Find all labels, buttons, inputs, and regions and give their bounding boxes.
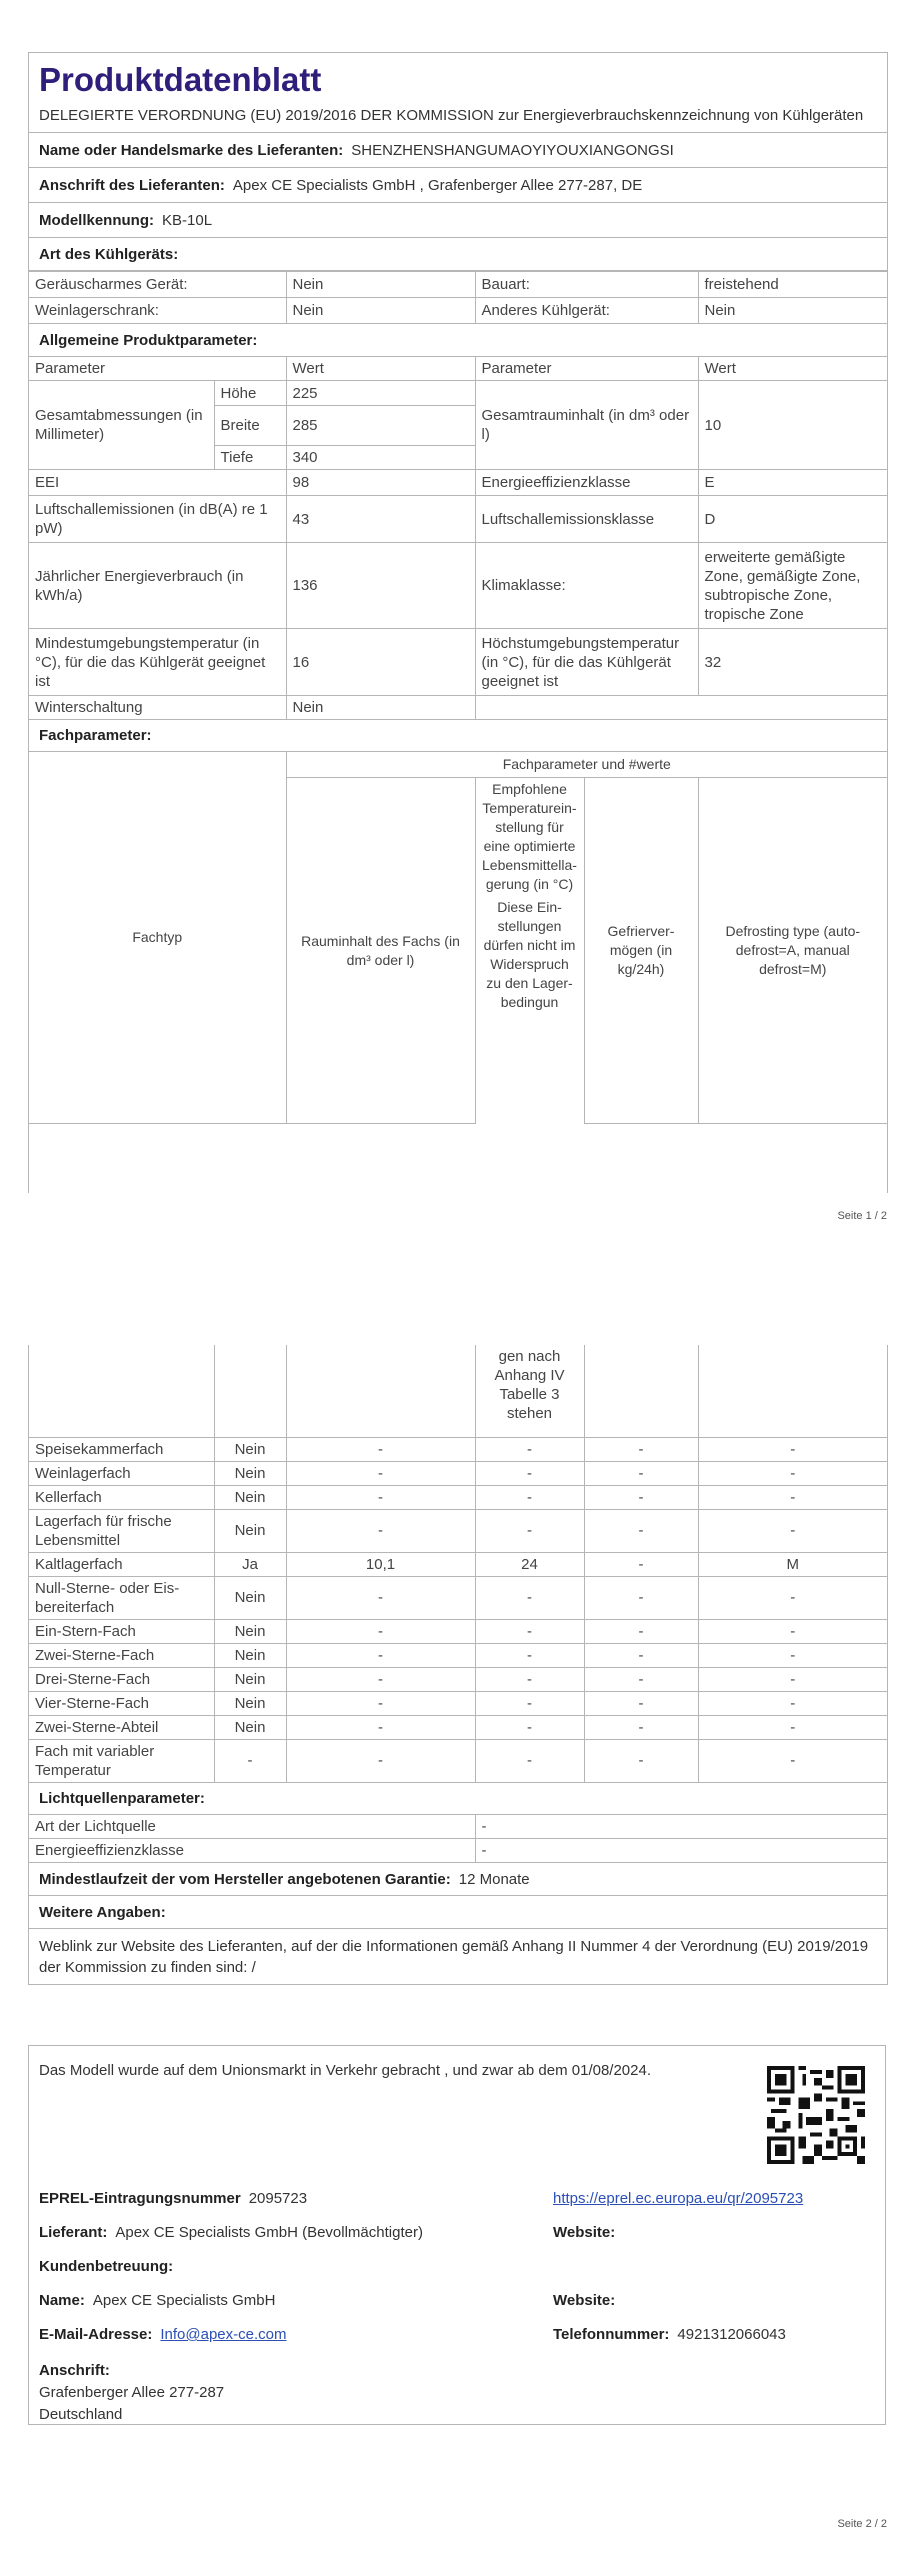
light-row <box>29 1815 887 1839</box>
website-label: Website: <box>553 2292 616 2309</box>
warranty-value: 12 Monate <box>458 1870 530 1888</box>
market-text: Das Modell wurde auf dem Unionsmarkt in Verkehr gebracht , und zwar ab dem 01/08/2024. <box>39 2062 651 2079</box>
weblink-row <box>29 1929 887 1984</box>
header-parameter: Parameter <box>29 357 286 381</box>
table-row <box>29 1461 887 1485</box>
market-info-box <box>28 2045 886 2425</box>
param-label: Luftschallemissionen (in dB(A) re 1 pW) <box>29 496 286 543</box>
param-value: E <box>698 470 887 496</box>
compartment-presence: Nein <box>214 1485 286 1509</box>
header-volume: Rauminhalt des Fachs (in dm³ oder l) <box>286 778 475 1124</box>
name-label: Name: <box>39 2292 85 2309</box>
compartment-volume: - <box>286 1739 475 1782</box>
general-params-table <box>29 356 887 720</box>
phone-field <box>553 2326 786 2343</box>
compartment-name: Ein-Stern-Fach <box>29 1619 214 1643</box>
compartment-defrost: - <box>698 1437 887 1461</box>
compartment-header-continued <box>29 1345 887 1437</box>
param-label: Mindestumgebungstemperatur (in °C), für die das Kühlgerät geeignet ist <box>29 629 286 696</box>
dims-row <box>29 381 887 406</box>
table-header-row <box>29 357 887 381</box>
empty-cell <box>584 1345 698 1437</box>
qr-code-icon[interactable] <box>767 2066 865 2164</box>
compartment-defrost: - <box>698 1643 887 1667</box>
lieferant-field <box>39 2224 423 2241</box>
kundenbetreuung-field <box>39 2258 181 2275</box>
light-value: - <box>475 1839 887 1863</box>
website-field <box>553 2224 623 2241</box>
winter-row <box>29 696 887 720</box>
type-value: freistehend <box>698 272 887 298</box>
compartment-defrost: - <box>698 1485 887 1509</box>
compartment-presence: Nein <box>214 1619 286 1643</box>
empty-cell <box>214 1345 286 1437</box>
name-value: Apex CE Specialists GmbH <box>92 2292 276 2309</box>
light-section-heading: Lichtquellenparameter: <box>39 1789 205 1807</box>
email-link[interactable]: Info@apex-ce.com <box>160 2326 287 2343</box>
type-label: Anderes Kühlgerät: <box>475 298 698 324</box>
compartment-volume: - <box>286 1437 475 1461</box>
param-value: 98 <box>286 470 475 496</box>
general-section-heading: Allgemeine Produktparameter: <box>39 331 258 349</box>
compartment-name: Kaltlagerfach <box>29 1552 214 1576</box>
table-row <box>29 1437 887 1461</box>
type-section-row <box>29 238 887 271</box>
website-label: Website: <box>553 2224 616 2241</box>
header-temperature <box>475 778 584 1124</box>
compartment-name: Fach mit variabler Temperatur <box>29 1739 214 1782</box>
header-defrost: Defrosting type (auto-defrost=A, manual defrost=M) <box>698 778 887 1124</box>
light-value: - <box>475 1815 887 1839</box>
light-key: Art der Lichtquelle <box>29 1815 475 1839</box>
email-field <box>39 2326 287 2343</box>
compartment-freeze: - <box>584 1576 698 1619</box>
compartment-freeze: - <box>584 1691 698 1715</box>
compartment-name: Speisekammerfach <box>29 1437 214 1461</box>
compartment-header-table <box>29 751 887 1124</box>
table-row <box>29 1509 887 1552</box>
compartment-name: Kellerfach <box>29 1485 214 1509</box>
light-row <box>29 1839 887 1863</box>
compartment-presence: - <box>214 1739 286 1782</box>
table-row <box>29 1552 887 1576</box>
kundenbetreuung-label: Kundenbetreuung: <box>39 2258 174 2275</box>
compartment-defrost: - <box>698 1667 887 1691</box>
compartment-volume: - <box>286 1643 475 1667</box>
table-row <box>29 1739 887 1782</box>
type-label: Bauart: <box>475 272 698 298</box>
email-label: E-Mail-Adresse: <box>39 2326 153 2343</box>
type-label: Weinlagerschrank: <box>29 298 286 324</box>
supplier-name-row <box>29 133 887 168</box>
param-value: erweiterte gemäßigte Zone, gemäßigte Zone, subtropische Zone, tropische Zone <box>698 543 887 629</box>
type-label: Geräuscharmes Gerät: <box>29 272 286 298</box>
supplier-address-row <box>29 168 887 203</box>
table-row <box>29 1485 887 1509</box>
compartment-defrost: - <box>698 1619 887 1643</box>
param-value: 16 <box>286 629 475 696</box>
volume-label: Gesamtrauminhalt (in dm³ oder l) <box>475 381 698 470</box>
param-label: Höchstumgebungstemperatur (in °C), für die das Kühlgerät geeignet ist <box>475 629 698 696</box>
datasheet-page-1 <box>28 52 888 1193</box>
table-row <box>29 1643 887 1667</box>
compartment-volume: - <box>286 1461 475 1485</box>
param-row <box>29 629 887 696</box>
anschrift-line: Grafenberger Allee 277-287 <box>39 2384 225 2401</box>
compartment-freeze: - <box>584 1509 698 1552</box>
datasheet-page-2 <box>28 1345 888 1985</box>
compartment-defrost: - <box>698 1715 887 1739</box>
regulation-subtitle: DELEGIERTE VERORDNUNG (EU) 2019/2016 DER KOMMISSION zur Energieverbrauchskennzeichnung von Kühlgeräten <box>29 103 887 133</box>
light-table <box>29 1815 887 1864</box>
compartment-name: Zwei-Sterne-Abteil <box>29 1715 214 1739</box>
compartment-temperature: - <box>475 1461 584 1485</box>
header-parameter: Parameter <box>475 357 698 381</box>
table-row <box>29 1691 887 1715</box>
compartment-name: Null-Sterne- oder Eisbereiterfach <box>29 1576 214 1619</box>
header-temperature-part3: gen nach Anhang IV Tabelle 3 stehen <box>475 1345 584 1437</box>
compartment-freeze: - <box>584 1619 698 1643</box>
compartment-temperature: 24 <box>475 1552 584 1576</box>
compartment-volume: 10,1 <box>286 1552 475 1576</box>
warranty-label: Mindestlaufzeit der vom Hersteller angebotenen Garantie: <box>39 1870 451 1888</box>
compartment-freeze: - <box>584 1739 698 1782</box>
volume-value: 10 <box>698 381 887 470</box>
empty-cell <box>698 1345 887 1437</box>
compartment-defrost: M <box>698 1552 887 1576</box>
winter-label: Winterschaltung <box>29 696 286 720</box>
header-temperature-part1: Empfohlene Temperatureinstellung für eine optimierte Lebensmittellagerung (in °C) <box>482 781 577 892</box>
compartment-temperature: - <box>475 1643 584 1667</box>
empty-cell <box>475 696 887 720</box>
phone-value: 4921312066043 <box>677 2326 786 2343</box>
header-value: Wert <box>286 357 475 381</box>
compartment-freeze: - <box>584 1552 698 1576</box>
dims-key: Breite <box>214 406 286 446</box>
winter-value: Nein <box>286 696 475 720</box>
compartment-freeze: - <box>584 1667 698 1691</box>
phone-label: Telefonnummer: <box>553 2326 670 2343</box>
compartment-section-heading: Fachparameter: <box>39 727 152 744</box>
header-fachtyp: Fachtyp <box>29 752 286 1124</box>
compartment-volume: - <box>286 1576 475 1619</box>
dims-key: Höhe <box>214 381 286 406</box>
weblink-text: Weblink zur Website des Lieferanten, auf der die Informationen gemäß Anhang II Nummer 4 der Verordnung (EU) 2019/2019 der Kommission zu finden sind: / <box>39 1937 869 1976</box>
anschrift-label: Anschrift: <box>39 2362 110 2379</box>
dims-value: 225 <box>286 381 475 406</box>
compartment-volume: - <box>286 1667 475 1691</box>
compartment-presence: Nein <box>214 1576 286 1619</box>
compartment-temperature: - <box>475 1509 584 1552</box>
model-row <box>29 203 887 238</box>
empty-cell <box>29 1345 214 1437</box>
compartment-defrost: - <box>698 1509 887 1552</box>
compartment-freeze: - <box>584 1485 698 1509</box>
page-number: Seite 1 / 2 <box>837 1210 887 1222</box>
compartment-presence: Nein <box>214 1461 286 1485</box>
eprel-field <box>39 2190 307 2207</box>
eprel-label: EPREL-Eintragungsnummer <box>39 2190 241 2207</box>
param-value: 136 <box>286 543 475 629</box>
anschrift-field <box>39 2360 224 2426</box>
compartment-name: Vier-Sterne-Fach <box>29 1691 214 1715</box>
table-row <box>29 1667 887 1691</box>
compartment-table <box>29 1345 887 1783</box>
model-value: KB-10L <box>162 211 213 229</box>
param-label: EEI <box>29 470 286 496</box>
compartment-name: Zwei-Sterne-Fach <box>29 1643 214 1667</box>
eprel-value: 2095723 <box>248 2190 308 2207</box>
lieferant-value: Apex CE Specialists GmbH (Bevollmächtigter) <box>115 2224 423 2241</box>
dims-value: 340 <box>286 446 475 470</box>
dims-label: Gesamtabmessungen (in Millimeter) <box>29 381 214 470</box>
more-section-heading: Weitere Angaben: <box>39 1903 166 1921</box>
type-value: Nein <box>698 298 887 324</box>
compartment-defrost: - <box>698 1739 887 1782</box>
eprel-link[interactable]: https://eprel.ec.europa.eu/qr/2095723 <box>553 2190 804 2207</box>
lieferant-label: Lieferant: <box>39 2224 108 2241</box>
param-value: 32 <box>698 629 887 696</box>
type-row <box>29 298 887 324</box>
compartment-freeze: - <box>584 1437 698 1461</box>
page-title: Produktdatenblatt <box>39 61 322 98</box>
compartment-name: Weinlagerfach <box>29 1461 214 1485</box>
compartment-header-row <box>29 752 887 778</box>
compartment-presence: Nein <box>214 1643 286 1667</box>
compartment-volume: - <box>286 1485 475 1509</box>
compartment-volume: - <box>286 1619 475 1643</box>
warranty-row <box>29 1863 887 1896</box>
table-row <box>29 1619 887 1643</box>
header-temperature-part2: Diese Einstellungen dürfen nicht im Widerspruch zu den Lagerbedingun <box>483 899 576 1010</box>
header-value: Wert <box>698 357 887 381</box>
model-label: Modellkennung: <box>39 211 154 229</box>
header-freeze: Gefriervermögen (in kg/24h) <box>584 778 698 1124</box>
compartment-presence: Nein <box>214 1509 286 1552</box>
light-section-row <box>29 1783 887 1815</box>
compartment-temperature: - <box>475 1667 584 1691</box>
compartment-defrost: - <box>698 1461 887 1485</box>
name-field <box>39 2292 275 2309</box>
supplier-address-label: Anschrift des Lieferanten: <box>39 176 225 194</box>
compartment-temperature: - <box>475 1485 584 1509</box>
empty-cell <box>286 1345 475 1437</box>
compartment-presence: Ja <box>214 1552 286 1576</box>
compartment-temperature: - <box>475 1437 584 1461</box>
compartment-temperature: - <box>475 1691 584 1715</box>
compartment-presence: Nein <box>214 1691 286 1715</box>
param-label: Luftschallemissionsklasse <box>475 496 698 543</box>
compartment-temperature: - <box>475 1715 584 1739</box>
param-label: Klimaklasse: <box>475 543 698 629</box>
compartment-presence: Nein <box>214 1437 286 1461</box>
compartment-presence: Nein <box>214 1715 286 1739</box>
dims-value: 285 <box>286 406 475 446</box>
header-group: Fachparameter und #werte <box>286 752 887 778</box>
compartment-freeze: - <box>584 1461 698 1485</box>
compartment-volume: - <box>286 1509 475 1552</box>
type-section-heading: Art des Kühlgeräts: <box>39 245 179 263</box>
compartment-temperature: - <box>475 1576 584 1619</box>
type-value: Nein <box>286 298 475 324</box>
param-row <box>29 496 887 543</box>
compartment-presence: Nein <box>214 1667 286 1691</box>
param-label: Energieeffizienzklasse <box>475 470 698 496</box>
param-row <box>29 470 887 496</box>
param-value: 43 <box>286 496 475 543</box>
dims-key: Tiefe <box>214 446 286 470</box>
type-value: Nein <box>286 272 475 298</box>
general-section-row <box>29 324 887 356</box>
param-label: Jährlicher Energieverbrauch (in kWh/a) <box>29 543 286 629</box>
compartment-temperature: - <box>475 1619 584 1643</box>
website-field <box>553 2292 623 2309</box>
compartment-section-row <box>29 720 887 751</box>
compartment-name: Lagerfach für frische Lebensmittel <box>29 1509 214 1552</box>
param-value: D <box>698 496 887 543</box>
compartment-freeze: - <box>584 1643 698 1667</box>
more-section-row <box>29 1896 887 1929</box>
compartment-name: Drei-Sterne-Fach <box>29 1667 214 1691</box>
table-row <box>29 1715 887 1739</box>
compartment-defrost: - <box>698 1691 887 1715</box>
type-row <box>29 272 887 298</box>
table-row <box>29 1576 887 1619</box>
anschrift-line: Deutschland <box>39 2406 123 2423</box>
compartment-freeze: - <box>584 1715 698 1739</box>
page-number: Seite 2 / 2 <box>837 2518 887 2530</box>
compartment-volume: - <box>286 1691 475 1715</box>
param-row <box>29 543 887 629</box>
compartment-temperature: - <box>475 1739 584 1782</box>
type-table <box>29 271 887 324</box>
compartment-rows <box>29 1437 887 1782</box>
compartment-defrost: - <box>698 1576 887 1619</box>
compartment-volume: - <box>286 1715 475 1739</box>
supplier-name-value: SHENZHENSHANGUMAOYIYOUXIANGONGSI <box>351 141 674 159</box>
supplier-address-value: Apex CE Specialists GmbH , Grafenberger Allee 277-287, DE <box>232 176 643 194</box>
supplier-name-label: Name oder Handelsmarke des Lieferanten: <box>39 141 344 159</box>
light-key: Energieeffizienzklasse <box>29 1839 475 1863</box>
